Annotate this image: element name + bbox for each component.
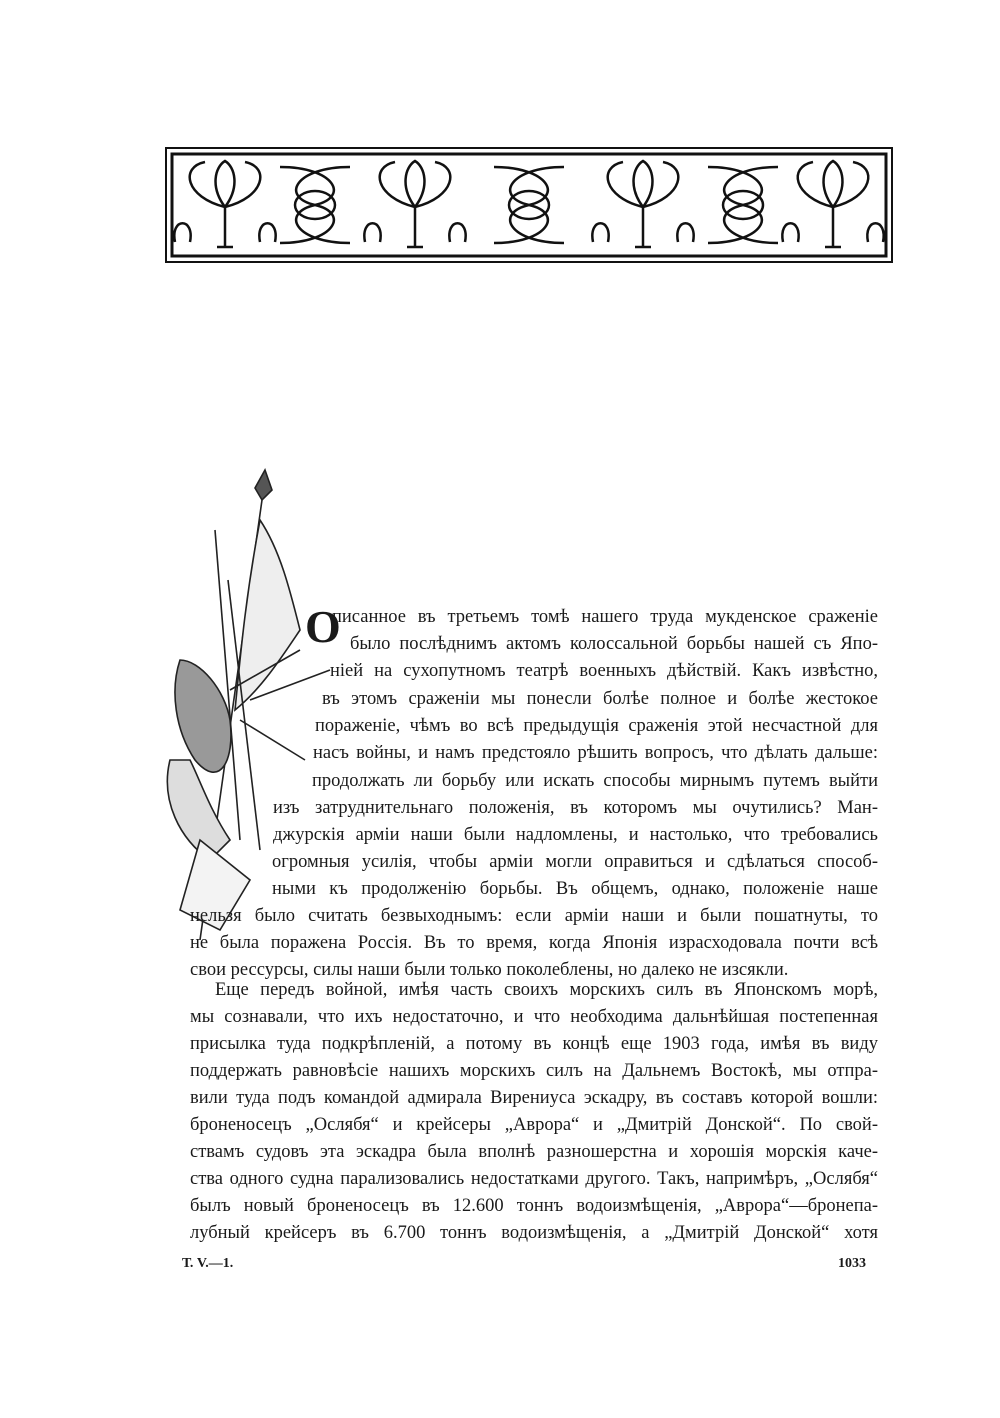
text-line: броненосецъ „Ослябя“ и крейсеры „Аврора“ и „Дмитрій Донской“. По свой-: [190, 1115, 878, 1135]
text-line: насъ войны, и намъ предстояло рѣшить вопросъ, что дѣлать дальше:: [313, 743, 878, 763]
military-trophy-illustration: [140, 460, 340, 980]
text-line: изъ затруднительнаго положенія, въ которомъ мы очутились? Ман-: [273, 798, 878, 818]
text-line: присылка туда подкрѣпленій, а потому въ концѣ еще 1903 года, имѣя въ виду: [190, 1034, 878, 1054]
text-line: свои рессурсы, силы наши были только поколеблены, но далеко не изсякли.: [190, 960, 789, 980]
text-line: было послѣднимъ актомъ колоссальной борьбы нашей съ Япо-: [350, 634, 878, 654]
volume-signature: Т. V.—1.: [182, 1256, 234, 1271]
text-line: былъ новый броненосецъ въ 12.600 тоннъ водоизмѣщенія, „Аврора“—бронепа-: [190, 1196, 878, 1216]
text-line: поддержать равновѣсіе нашихъ морскихъ силъ на Дальнемъ Востокѣ, мы отпра-: [190, 1061, 878, 1081]
text-line: Еще передъ войной, имѣя часть своихъ морскихъ силъ въ Японскомъ морѣ,: [215, 980, 878, 1000]
text-line: ными къ продолженію борьбы. Въ общемъ, однако, положеніе наше: [272, 879, 878, 899]
text-line: въ этомъ сраженіи мы понесли болѣе полное и болѣе жестокое: [322, 689, 878, 709]
text-line: пораженіе, чѣмъ во всѣ предыдущія сраженія этой несчастной для: [315, 716, 878, 736]
text-line: огромныя усилія, чтобы арміи могли оправиться и сдѣлаться способ-: [272, 852, 878, 872]
text-line: нельзя было считать безвыходнымъ: если арміи наши и были пошатнуты, то: [190, 906, 878, 926]
text-line: писанное въ третьемъ томѣ нашего труда мукденское сраженіе: [332, 607, 878, 627]
drop-cap: О: [305, 601, 341, 652]
text-line: вили туда подъ командой адмирала Вирениуса эскадру, въ составъ которой вошли:: [190, 1088, 878, 1108]
text-line: ствамъ судовъ эта эскадра была вполнѣ разношерстна и хорошія морскія каче-: [190, 1142, 878, 1162]
text-line: продолжать ли борьбу или искать способы мирнымъ путемъ выйти: [312, 771, 878, 791]
text-line: ства одного судна парализовались недостатками другого. Такъ, напримѣръ, „Ослябя“: [190, 1169, 878, 1189]
text-line: джурскія арміи наши были надломлены, и настолько, что требовались: [273, 825, 878, 845]
text-line: ніей на сухопутномъ театрѣ военныхъ дѣйствій. Какъ извѣстно,: [330, 661, 878, 681]
text-line: не была поражена Россія. Въ то время, когда Японія израсходовала почти всѣ: [190, 933, 878, 953]
page-number: 1033: [838, 1256, 866, 1271]
text-line: мы сознавали, что ихъ недостаточно, и что необходима дальнѣйшая постепенная: [190, 1007, 878, 1027]
header-ornament: [165, 147, 893, 263]
text-line: лубный крейсеръ въ 6.700 тоннъ водоизмѣщенія, а „Дмитрій Донской“ хотя: [190, 1223, 878, 1243]
